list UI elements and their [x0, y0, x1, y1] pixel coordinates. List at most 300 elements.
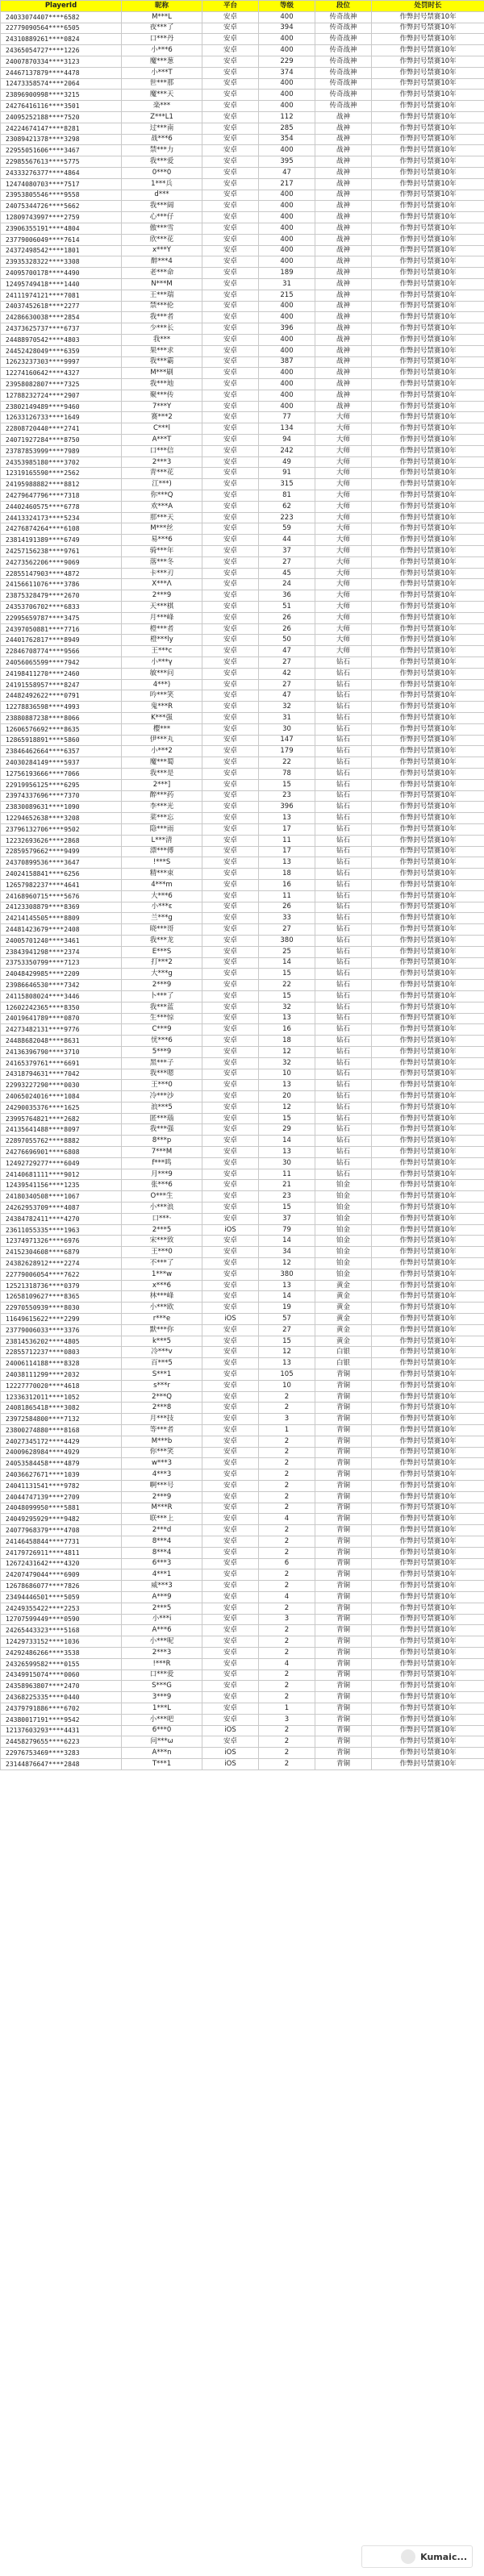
rank-cell: 战神 — [315, 268, 372, 279]
penalty-cell: 作弊封号禁赛10年 — [372, 657, 484, 669]
rank-cell: 钻石 — [315, 1080, 372, 1091]
penalty-cell: 作弊封号禁赛10年 — [372, 1113, 484, 1124]
penalty-cell: 作弊封号禁赛10年 — [372, 245, 484, 256]
player-id-cell: 12492729277****6049 — [1, 1157, 122, 1169]
platform-cell: 安卓 — [202, 913, 259, 924]
nickname-cell: 4***) — [122, 679, 202, 690]
table-row — [1, 256, 484, 268]
nickname-cell: T***1 — [122, 1758, 202, 1769]
penalty-cell: 作弊封号禁赛10年 — [372, 11, 484, 23]
penalty-cell: 作弊封号禁赛10年 — [372, 1358, 484, 1369]
player-id-cell: 12274160642****4327 — [1, 368, 122, 379]
level-cell: 2 — [259, 1636, 315, 1648]
player-id-cell: 24030284149****5937 — [1, 757, 122, 769]
platform-cell: 安卓 — [202, 1569, 259, 1581]
level-cell: 11 — [259, 835, 315, 846]
penalty-cell: 作弊封号禁赛10年 — [372, 178, 484, 190]
rank-cell: 钻石 — [315, 690, 372, 702]
penalty-cell: 作弊封号禁赛10年 — [372, 1536, 484, 1547]
rank-cell: 青铜 — [315, 1581, 372, 1592]
rank-cell: 战神 — [315, 290, 372, 301]
platform-cell: 安卓 — [202, 1447, 259, 1458]
nickname-cell: 1***L — [122, 1703, 202, 1714]
rank-cell: 青铜 — [315, 1681, 372, 1692]
level-cell: 4 — [259, 1591, 315, 1603]
table-row — [1, 368, 484, 379]
table-row — [1, 1280, 484, 1291]
nickname-cell: 联***上 — [122, 1514, 202, 1525]
platform-cell: 安卓 — [202, 1658, 259, 1669]
level-cell: 2 — [259, 1669, 315, 1681]
penalty-cell: 作弊封号禁赛10年 — [372, 435, 484, 446]
nickname-cell: 2***5 — [122, 1224, 202, 1236]
level-cell: 22 — [259, 980, 315, 991]
rank-cell: 铂金 — [315, 1247, 372, 1258]
penalty-cell: 作弊封号禁赛10年 — [372, 368, 484, 379]
platform-cell: 安卓 — [202, 1414, 259, 1425]
penalty-cell: 作弊封号禁赛10年 — [372, 190, 484, 201]
player-id-cell: 24044747139****2709 — [1, 1491, 122, 1503]
level-cell: 62 — [259, 501, 315, 512]
table-row — [1, 356, 484, 368]
rank-cell: 青铜 — [315, 1658, 372, 1669]
penalty-cell: 作弊封号禁赛10年 — [372, 1013, 484, 1024]
platform-cell: 安卓 — [202, 90, 259, 101]
platform-cell: 安卓 — [202, 568, 259, 579]
level-cell: 380 — [259, 1269, 315, 1280]
level-cell: 400 — [259, 245, 315, 256]
player-id-cell: 12658109627****8365 — [1, 1291, 122, 1303]
level-cell: 29 — [259, 1124, 315, 1136]
nickname-cell: x***6 — [122, 1280, 202, 1291]
player-id-cell: 24006114188****8328 — [1, 1358, 122, 1369]
player-id-cell: 24488682048****8631 — [1, 1036, 122, 1047]
player-id-cell: 24081865418****3082 — [1, 1403, 122, 1414]
level-cell: 4 — [259, 1514, 315, 1525]
rank-cell: 青铜 — [315, 1380, 372, 1391]
rank-cell: 战神 — [315, 123, 372, 134]
rank-cell: 传奇战神 — [315, 78, 372, 90]
player-id-cell: 24095252188****7520 — [1, 111, 122, 123]
header-platform: 平台 — [202, 1, 259, 12]
platform-cell: 安卓 — [202, 101, 259, 112]
level-cell: 12 — [259, 1046, 315, 1057]
nickname-cell: w***3 — [122, 1458, 202, 1469]
level-cell: 27 — [259, 657, 315, 669]
nickname-cell: 2***3 — [122, 1647, 202, 1658]
rank-cell: 黄金 — [315, 1314, 372, 1325]
table-row — [1, 657, 484, 669]
rank-cell: 黄金 — [315, 1280, 372, 1291]
platform-cell: iOS — [202, 1314, 259, 1325]
rank-cell: 青铜 — [315, 1403, 372, 1414]
nickname-cell: 月***技 — [122, 1414, 202, 1425]
level-cell: 16 — [259, 1024, 315, 1036]
player-id-cell: 22859579662****9499 — [1, 846, 122, 857]
penalty-cell: 作弊封号禁赛10年 — [372, 1469, 484, 1481]
nickname-cell: S***1 — [122, 1369, 202, 1381]
nickname-cell: A***9 — [122, 1591, 202, 1603]
table-row — [1, 846, 484, 857]
level-cell: 400 — [259, 101, 315, 112]
table-row — [1, 1748, 484, 1759]
player-id-cell: 24146458844****7731 — [1, 1536, 122, 1547]
level-cell: 13 — [259, 1080, 315, 1091]
table-row — [1, 1514, 484, 1525]
rank-cell: 战神 — [315, 245, 372, 256]
level-cell: 11 — [259, 890, 315, 902]
player-id-cell: 24195988882****8812 — [1, 479, 122, 490]
player-id-cell: 22995659787****3475 — [1, 612, 122, 623]
platform-cell: 安卓 — [202, 23, 259, 34]
level-cell: 50 — [259, 635, 315, 646]
rank-cell: 传奇战神 — [315, 45, 372, 56]
nickname-cell: 我***龙 — [122, 935, 202, 946]
platform-cell: 安卓 — [202, 167, 259, 178]
nickname-cell: 卜***了 — [122, 990, 202, 1002]
player-id-cell: 24413324173****5234 — [1, 512, 122, 523]
rank-cell: 大师 — [315, 435, 372, 446]
penalty-cell: 作弊封号禁赛10年 — [372, 223, 484, 234]
table-row — [1, 1191, 484, 1203]
table-row — [1, 1758, 484, 1769]
platform-cell: 安卓 — [202, 735, 259, 746]
rank-cell: 钻石 — [315, 913, 372, 924]
table-row — [1, 1714, 484, 1725]
nickname-cell: !***S — [122, 857, 202, 869]
platform-cell: 安卓 — [202, 746, 259, 757]
nickname-cell: 鬼***R — [122, 702, 202, 713]
rank-cell: 青铜 — [315, 1469, 372, 1481]
platform-cell: 安卓 — [202, 546, 259, 557]
rank-cell: 战神 — [315, 345, 372, 356]
table-row — [1, 90, 484, 101]
table-row — [1, 1681, 484, 1692]
penalty-cell: 作弊封号禁赛10年 — [372, 723, 484, 735]
nickname-cell: L***清 — [122, 835, 202, 846]
penalty-cell: 作弊封号禁赛10年 — [372, 1380, 484, 1391]
nickname-cell: 王***瑞 — [122, 290, 202, 301]
table-row — [1, 969, 484, 980]
level-cell: 400 — [259, 201, 315, 212]
table-row — [1, 1725, 484, 1736]
platform-cell: 安卓 — [202, 846, 259, 857]
rank-cell: 战神 — [315, 301, 372, 312]
platform-cell: 安卓 — [202, 45, 259, 56]
level-cell: 147 — [259, 735, 315, 746]
penalty-cell: 作弊封号禁赛10年 — [372, 1603, 484, 1614]
penalty-cell: 作弊封号禁赛10年 — [372, 1581, 484, 1592]
rank-cell: 钻石 — [315, 1036, 372, 1047]
level-cell: 47 — [259, 690, 315, 702]
nickname-cell: 小***浪 — [122, 1203, 202, 1214]
level-cell: 14 — [259, 1236, 315, 1247]
platform-cell: iOS — [202, 1224, 259, 1236]
player-id-cell: 24482492622****0791 — [1, 690, 122, 702]
table-row — [1, 23, 484, 34]
nickname-cell: C***9 — [122, 1024, 202, 1036]
level-cell: 11 — [259, 1169, 315, 1180]
penalty-cell: 作弊封号禁赛10年 — [372, 1458, 484, 1469]
player-id-cell: 23779006049****7614 — [1, 234, 122, 245]
player-id-cell: 23974337696****7370 — [1, 790, 122, 802]
nickname-cell: M***丝 — [122, 523, 202, 535]
table-row — [1, 78, 484, 90]
player-id-cell: 24041131541****9782 — [1, 1480, 122, 1491]
rank-cell: 大师 — [315, 612, 372, 623]
nickname-cell: 赛***2 — [122, 412, 202, 423]
level-cell: 44 — [259, 535, 315, 546]
level-cell: 91 — [259, 468, 315, 479]
level-cell: 21 — [259, 1180, 315, 1191]
penalty-cell: 作弊封号禁赛10年 — [372, 835, 484, 846]
penalty-cell: 作弊封号禁赛10年 — [372, 1447, 484, 1458]
level-cell: 242 — [259, 445, 315, 456]
platform-cell: 安卓 — [202, 1536, 259, 1547]
platform-cell: 安卓 — [202, 1681, 259, 1692]
table-row — [1, 278, 484, 290]
table-row — [1, 1380, 484, 1391]
nickname-cell: 果***求 — [122, 345, 202, 356]
rank-cell: 铂金 — [315, 1236, 372, 1247]
rank-cell: 钻石 — [315, 935, 372, 946]
rank-cell: 钻石 — [315, 1169, 372, 1180]
nickname-cell: 威***3 — [122, 1581, 202, 1592]
level-cell: 2 — [259, 1491, 315, 1503]
nickname-cell: s***r — [122, 1380, 202, 1391]
level-cell: 400 — [259, 145, 315, 156]
logo-icon — [401, 2549, 415, 2564]
rank-cell: 钻石 — [315, 890, 372, 902]
level-cell: 34 — [259, 1247, 315, 1258]
player-id-cell: 12623237303****9997 — [1, 356, 122, 368]
level-cell: 13 — [259, 813, 315, 824]
level-cell: 15 — [259, 1203, 315, 1214]
rank-cell: 钻石 — [315, 946, 372, 957]
penalty-cell: 作弊封号禁赛10年 — [372, 1525, 484, 1536]
level-cell: 3 — [259, 1714, 315, 1725]
penalty-cell: 作弊封号禁赛10年 — [372, 1136, 484, 1147]
platform-cell: 安卓 — [202, 823, 259, 835]
penalty-cell: 作弊封号禁赛10年 — [372, 823, 484, 835]
player-id-cell: 23494446501****5059 — [1, 1591, 122, 1603]
level-cell: 17 — [259, 823, 315, 835]
level-cell: 31 — [259, 278, 315, 290]
watermark — [361, 2545, 473, 2568]
nickname-cell: 世***那 — [122, 78, 202, 90]
player-id-cell: 12137603293****4431 — [1, 1725, 122, 1736]
platform-cell: 安卓 — [202, 468, 259, 479]
table-row — [1, 445, 484, 456]
level-cell: 16 — [259, 879, 315, 890]
platform-cell: 安卓 — [202, 323, 259, 335]
platform-cell: 安卓 — [202, 1391, 259, 1403]
platform-cell: 安卓 — [202, 679, 259, 690]
nickname-cell: 欢***A — [122, 501, 202, 512]
nickname-cell: 7***M — [122, 1147, 202, 1158]
player-id-cell: 24065024016****1084 — [1, 1091, 122, 1103]
penalty-cell: 作弊封号禁赛10年 — [372, 1547, 484, 1558]
platform-cell: 安卓 — [202, 212, 259, 223]
player-id-cell: 24353985180****3702 — [1, 456, 122, 468]
rank-cell: 钻石 — [315, 802, 372, 813]
table-row — [1, 735, 484, 746]
penalty-cell: 作弊封号禁赛10年 — [372, 990, 484, 1002]
rank-cell: 钻石 — [315, 1091, 372, 1103]
level-cell: 215 — [259, 290, 315, 301]
level-cell: 51 — [259, 602, 315, 613]
level-cell: 42 — [259, 668, 315, 679]
player-id-cell: 23953805546****9558 — [1, 190, 122, 201]
nickname-cell: E***S — [122, 946, 202, 957]
rank-cell: 传奇战神 — [315, 101, 372, 112]
penalty-cell: 作弊封号禁赛10年 — [372, 1203, 484, 1214]
table-row — [1, 1024, 484, 1036]
table-row — [1, 1547, 484, 1558]
penalty-cell: 作弊封号禁赛10年 — [372, 946, 484, 957]
nickname-cell: 小***2 — [122, 746, 202, 757]
platform-cell: 安卓 — [202, 145, 259, 156]
rank-cell: 黄金 — [315, 1324, 372, 1336]
table-row — [1, 1002, 484, 1013]
player-id-cell: 12809743997****2759 — [1, 212, 122, 223]
nickname-cell: N***M — [122, 278, 202, 290]
platform-cell: 安卓 — [202, 1191, 259, 1203]
table-row — [1, 802, 484, 813]
table-row — [1, 468, 484, 479]
player-id-cell: 24036627671****1039 — [1, 1469, 122, 1481]
rank-cell: 黄金 — [315, 1303, 372, 1314]
platform-cell: iOS — [202, 1748, 259, 1759]
level-cell: 37 — [259, 1213, 315, 1224]
nickname-cell: 晓***哥 — [122, 924, 202, 936]
nickname-cell: 我***地 — [122, 379, 202, 390]
penalty-cell: 作弊封号禁赛10年 — [372, 879, 484, 890]
table-row — [1, 935, 484, 946]
rank-cell: 钻石 — [315, 857, 372, 869]
platform-cell: 安卓 — [202, 278, 259, 290]
penalty-cell: 作弊封号禁赛10年 — [372, 167, 484, 178]
rank-cell: 钻石 — [315, 1136, 372, 1147]
player-id-cell: 24379791886****6702 — [1, 1703, 122, 1714]
level-cell: 36 — [259, 590, 315, 602]
level-cell: 2 — [259, 1758, 315, 1769]
table-row — [1, 890, 484, 902]
platform-cell: 安卓 — [202, 34, 259, 45]
table-row — [1, 546, 484, 557]
table-row — [1, 111, 484, 123]
platform-cell: 安卓 — [202, 245, 259, 256]
nickname-cell: 2***9 — [122, 1491, 202, 1503]
level-cell: 179 — [259, 746, 315, 757]
nickname-cell: 卡***刃 — [122, 568, 202, 579]
platform-cell: 安卓 — [202, 345, 259, 356]
player-id-cell: 24368225335****0440 — [1, 1692, 122, 1703]
rank-cell: 钻石 — [315, 668, 372, 679]
level-cell: 30 — [259, 1157, 315, 1169]
penalty-cell: 作弊封号禁赛10年 — [372, 768, 484, 779]
player-id-cell: 24027345172****4429 — [1, 1436, 122, 1447]
player-id-cell: 24467137879****4478 — [1, 67, 122, 78]
table-row — [1, 602, 484, 613]
level-cell: 2 — [259, 1603, 315, 1614]
penalty-cell: 作弊封号禁赛10年 — [372, 924, 484, 936]
table-row — [1, 1213, 484, 1224]
nickname-cell: 小***T — [122, 67, 202, 78]
platform-cell: 安卓 — [202, 879, 259, 890]
table-body — [1, 11, 484, 1769]
nickname-cell: 落***冬 — [122, 556, 202, 568]
nickname-cell: 小***i — [122, 1614, 202, 1625]
penalty-cell: 作弊封号禁赛10年 — [372, 1692, 484, 1703]
level-cell: 57 — [259, 1314, 315, 1325]
level-cell: 354 — [259, 134, 315, 145]
platform-cell: 安卓 — [202, 523, 259, 535]
rank-cell: 钻石 — [315, 1147, 372, 1158]
level-cell: 45 — [259, 568, 315, 579]
table-row — [1, 56, 484, 67]
platform-cell: 安卓 — [202, 924, 259, 936]
table-row — [1, 1391, 484, 1403]
platform-cell: 安卓 — [202, 379, 259, 390]
table-row — [1, 423, 484, 435]
level-cell: 400 — [259, 90, 315, 101]
nickname-cell: 冷***沙 — [122, 1091, 202, 1103]
penalty-cell: 作弊封号禁赛10年 — [372, 913, 484, 924]
table-row — [1, 435, 484, 446]
penalty-cell: 作弊封号禁赛10年 — [372, 1024, 484, 1036]
platform-cell: 安卓 — [202, 67, 259, 78]
rank-cell: 青铜 — [315, 1514, 372, 1525]
nickname-cell: 3***9 — [122, 1692, 202, 1703]
platform-cell: 安卓 — [202, 1581, 259, 1592]
nickname-cell: 小***呢 — [122, 1636, 202, 1648]
rank-cell: 钻石 — [315, 779, 372, 790]
level-cell: 79 — [259, 1224, 315, 1236]
player-id-cell: 24111974121****7081 — [1, 290, 122, 301]
table-row — [1, 1169, 484, 1180]
nickname-cell: M***刷 — [122, 368, 202, 379]
level-cell: 285 — [259, 123, 315, 134]
rank-cell: 钻石 — [315, 846, 372, 857]
platform-cell: 安卓 — [202, 835, 259, 846]
player-id-cell: 24214145505****8809 — [1, 913, 122, 924]
table-row — [1, 1314, 484, 1325]
player-id-cell: 24372498542****1801 — [1, 245, 122, 256]
rank-cell: 钻石 — [315, 757, 372, 769]
rank-cell: 大师 — [315, 512, 372, 523]
nickname-cell: 魔***葱 — [122, 56, 202, 67]
table-row — [1, 201, 484, 212]
player-id-cell: 24033074407****6582 — [1, 11, 122, 23]
level-cell: 32 — [259, 1057, 315, 1069]
rank-cell: 青铜 — [315, 1591, 372, 1603]
rank-cell: 传奇战神 — [315, 67, 372, 78]
table-row — [1, 1036, 484, 1047]
table-row — [1, 334, 484, 345]
penalty-cell: 作弊封号禁赛10年 — [372, 1414, 484, 1425]
platform-cell: 安卓 — [202, 479, 259, 490]
rank-cell: 青铜 — [315, 1647, 372, 1658]
penalty-cell: 作弊封号禁赛10年 — [372, 846, 484, 857]
rank-cell: 黄金 — [315, 1291, 372, 1303]
platform-cell: 安卓 — [202, 201, 259, 212]
table-row — [1, 1303, 484, 1314]
player-id-cell: 22985567613****5775 — [1, 156, 122, 168]
level-cell: 77 — [259, 412, 315, 423]
level-cell: 2 — [259, 1480, 315, 1491]
penalty-cell: 作弊封号禁赛10年 — [372, 423, 484, 435]
